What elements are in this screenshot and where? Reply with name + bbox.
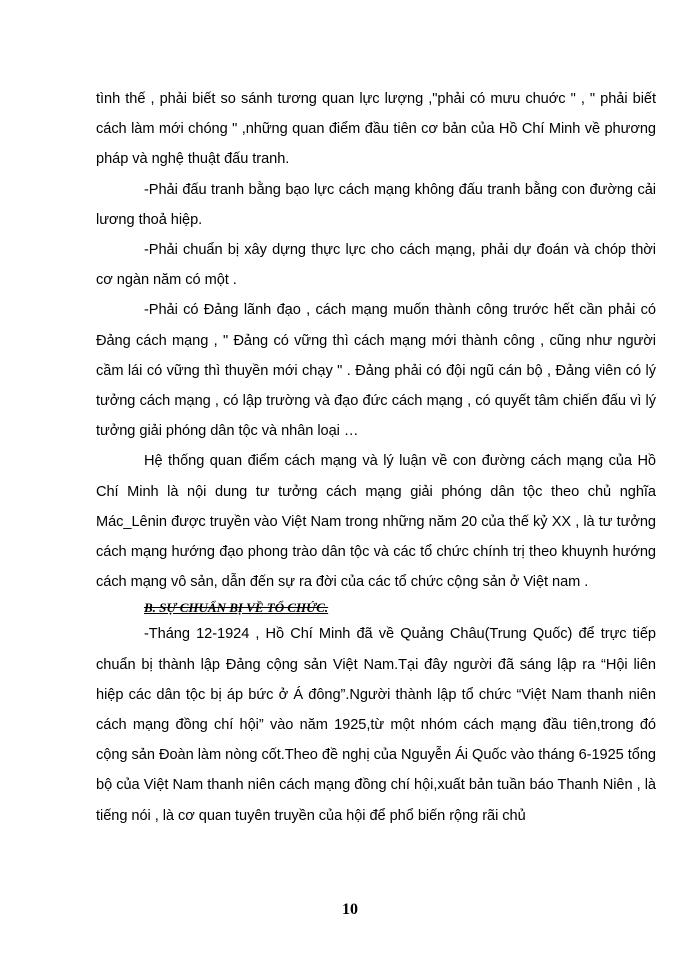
paragraph-3: -Phải chuẩn bị xây dựng thực lực cho cách mạng, phải dự đoán và chóp thời cơ ngàn năm có một . bbox=[96, 242, 656, 289]
page-number: 10 bbox=[342, 901, 358, 918]
paragraph-6: -Tháng 12-1924 , Hồ Chí Minh đã về Quảng Châu(Trung Quốc) để trực tiếp chuẩn bị thành lập Đảng cộng sản Việt Nam.Tại đây người đã sáng lập ra “Hội liên hiệp các dân tộc bị áp bức ở Á đông”.Người thành lập tổ chức “Việt Nam thanh niên cách mạng đồng chí hội” vào năm 1925,từ một nhóm cách mạng đầu tiên,trong đó cộng sản Đoàn làm nòng cốt.Theo đề nghị của Nguyễn Ái Quốc vào tháng 6-1925 tổng bộ của Việt Nam thanh niên cách mạng đồng chí hội,xuất bản tuần báo Thanh Niên , là tiếng nói , là cơ quan tuyên truyền của hội để phổ biến rộng rãi chủ bbox=[96, 626, 656, 824]
document-body bbox=[96, 84, 656, 831]
paragraph-2: -Phải đấu tranh bằng bạo lực cách mạng không đấu tranh bằng con đường cải lương thoả hiệp. bbox=[96, 181, 656, 228]
paragraph-5: Hệ thống quan điểm cách mạng và lý luận về con đường cách mạng của Hồ Chí Minh là nội dung tư tưởng cách mạng giải phóng dân tộc theo chủ nghĩa Mác_Lênin được truyền vào Việt Nam trong những năm 20 của thế kỷ XX , là tư tưởng cách mạng hướng đạo phong trào dân tộc và các tổ chức chính trị theo khuynh hướng cách mạng vô sản, dẫn đến sự ra đời của các tổ chức cộng sản ở Việt nam . bbox=[96, 453, 656, 591]
section-heading: B. SỰ CHUẨN BỊ VỀ TỔ CHỨC. bbox=[144, 600, 329, 616]
paragraph-4: -Phải có Đảng lãnh đạo , cách mạng muốn thành công trước hết cần phải có Đảng cách mạng , " Đảng có vững thì cách mạng mới thành công , cũng như người cầm lái có vững thì thuyền mới chạy " . Đảng phải có đội ngũ cán bộ , Đảng viên có lý tưởng cách mạng , có lập trường và đạo đức cách mạng , có quyết tâm chiến đấu vì lý tưởng giải phóng dân tộc và nhân loại … bbox=[96, 302, 656, 440]
paragraph-1: tình thế , phải biết so sánh tương quan lực lượng ,"phải có mưu chuớc " , " phải biết cách làm mới chóng " ,những quan điểm đầu tiên cơ bản của Hồ Chí Minh về phương pháp và nghệ thuật đấu tranh. bbox=[96, 91, 656, 168]
